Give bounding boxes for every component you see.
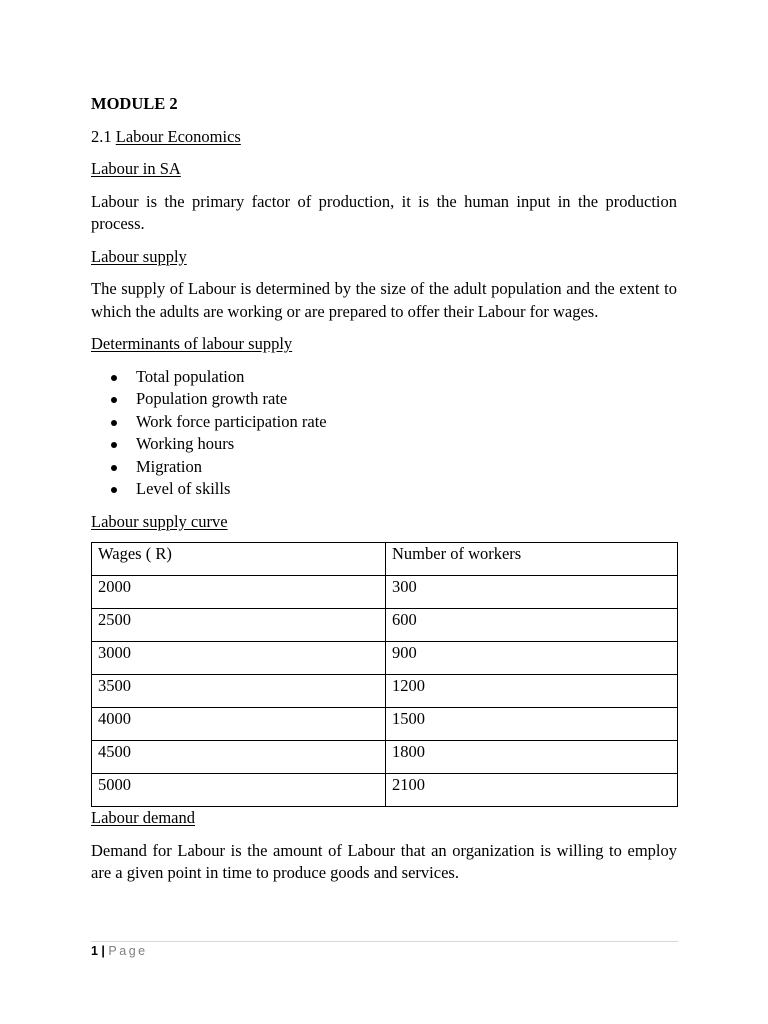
table-cell-wage: 4500 xyxy=(92,741,386,774)
table-header-row xyxy=(92,543,678,576)
page-number: 1 xyxy=(91,944,98,958)
table-cell-workers: 1500 xyxy=(386,708,678,741)
table-cell-workers: 900 xyxy=(386,642,678,675)
page-footer xyxy=(91,941,678,958)
table-row xyxy=(92,609,678,642)
supply-curve-heading: Labour supply curve xyxy=(91,511,228,531)
list-item: Work force participation rate xyxy=(91,411,677,434)
section-title: Labour Economics xyxy=(115,126,241,146)
document-body xyxy=(91,92,677,885)
table-header-wages: Wages ( R) xyxy=(92,543,386,576)
table-cell-workers: 1800 xyxy=(386,741,678,774)
module-heading: MODULE 2 xyxy=(91,94,178,113)
determinants-heading: Determinants of labour supply xyxy=(91,334,293,353)
page-label: Page xyxy=(108,944,148,958)
table-cell-wage: 5000 xyxy=(92,774,386,807)
labour-supply-heading: Labour supply xyxy=(91,246,187,266)
table-row xyxy=(92,741,678,774)
table-cell-workers: 1200 xyxy=(386,675,678,708)
footer-separator: | xyxy=(97,944,109,958)
table-cell-wage: 2500 xyxy=(92,609,386,642)
section-number: 2.1 xyxy=(91,126,116,146)
table-cell-wage: 3000 xyxy=(92,642,386,675)
table-row xyxy=(92,642,678,675)
labour-demand-paragraph: Demand for Labour is the amount of Labour that an organization is willing to employ are a given point in time to produce goods and services. xyxy=(91,840,677,882)
table-row xyxy=(92,774,678,807)
list-item: Working hours xyxy=(91,433,677,456)
table-cell-wage: 3500 xyxy=(92,675,386,708)
table-cell-wage: 2000 xyxy=(92,576,386,609)
determinants-list xyxy=(91,366,677,501)
list-item: Migration xyxy=(91,456,677,479)
table-header-workers: Number of workers xyxy=(386,543,678,576)
labour-demand-heading: Labour demand xyxy=(91,808,196,827)
table-row xyxy=(92,708,678,741)
table-cell-workers: 300 xyxy=(386,576,678,609)
list-item: Total population xyxy=(91,366,677,389)
table-row xyxy=(92,576,678,609)
table-cell-workers: 2100 xyxy=(386,774,678,807)
section-heading xyxy=(91,126,677,149)
labour-supply-table xyxy=(91,542,678,807)
labour-definition-paragraph: Labour is the primary factor of production, it is the human input in the production process. xyxy=(91,191,677,233)
table-cell-wage: 4000 xyxy=(92,708,386,741)
list-item: Level of skills xyxy=(91,478,677,501)
labour-in-sa-heading: Labour in SA xyxy=(91,159,181,178)
list-item: Population growth rate xyxy=(91,388,677,411)
table-row xyxy=(92,675,678,708)
table-cell-workers: 600 xyxy=(386,609,678,642)
labour-supply-paragraph: The supply of Labour is determined by the size of the adult population and the extent to which the adults are working or are prepared to offer their Labour for wages. xyxy=(91,279,677,321)
